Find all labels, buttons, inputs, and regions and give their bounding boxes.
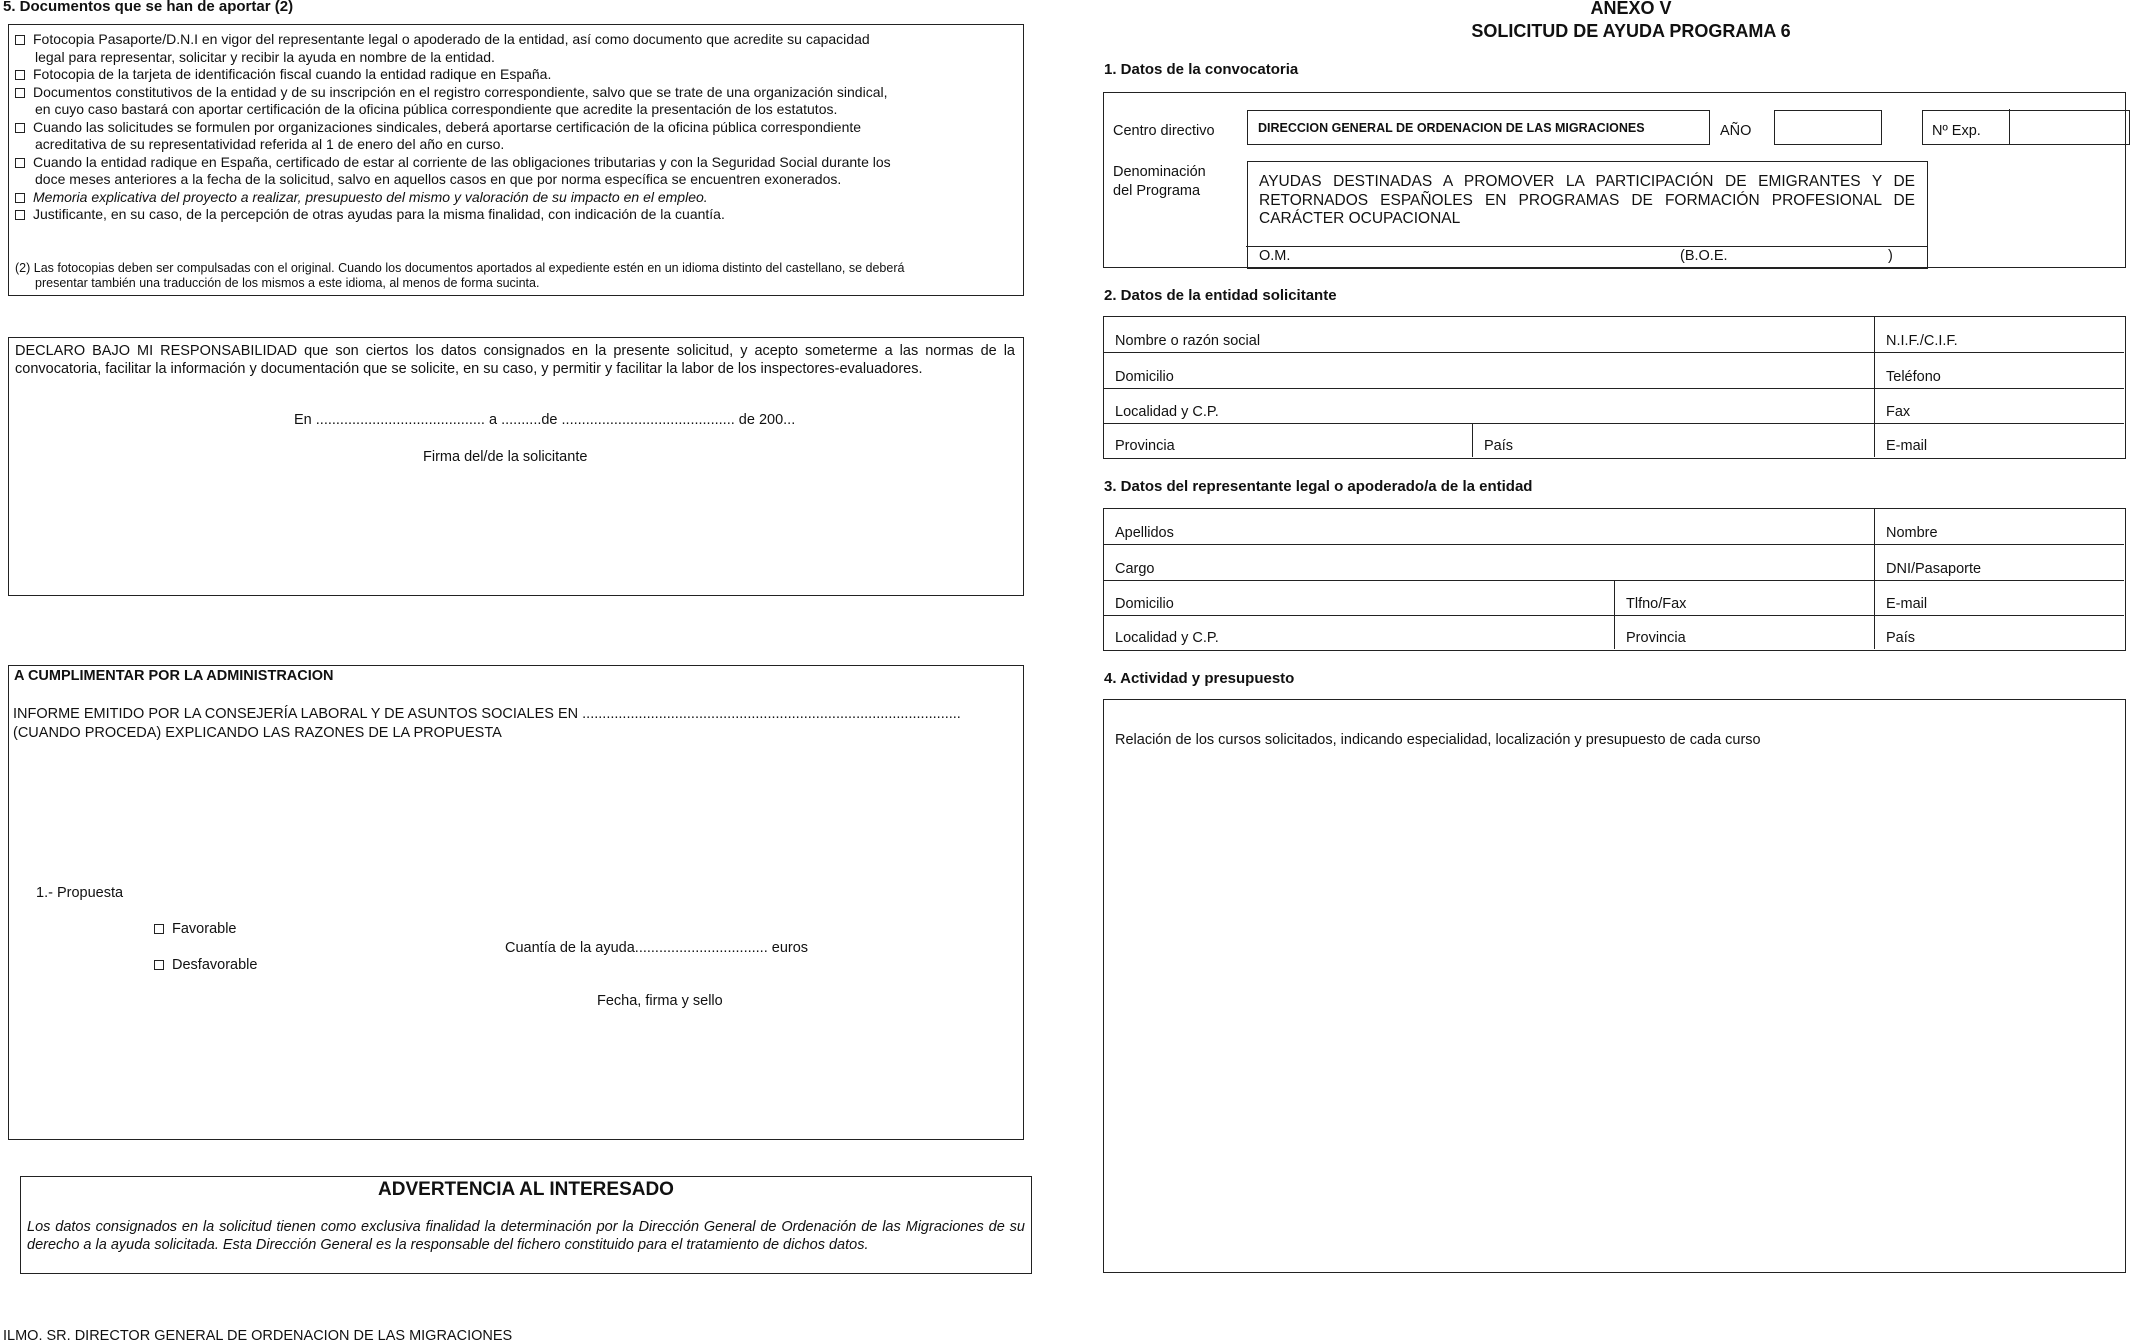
report-line-2: (CUANDO PROCEDA) EXPLICANDO LAS RAZONES DE LA PROPUESTA — [13, 725, 502, 741]
om-label: O.M. — [1259, 248, 1291, 264]
actividad-box[interactable] — [1103, 699, 2126, 1273]
year-label: AÑO — [1720, 123, 1752, 139]
documents-section-title: 5. Documentos que se han de aportar (2) — [3, 0, 294, 15]
checkbox[interactable] — [15, 70, 25, 80]
field-label: N.I.F./C.I.F. — [1886, 333, 1958, 349]
warning-box — [20, 1176, 1032, 1274]
desfavorable-option[interactable]: Desfavorable — [154, 957, 257, 973]
checkbox[interactable] — [15, 158, 25, 168]
domicilio-field[interactable] — [1104, 353, 1875, 389]
pais-field[interactable] — [1473, 424, 1875, 457]
declaration-box — [8, 337, 1024, 596]
provincia-rep-field[interactable] — [1615, 616, 1875, 649]
administration-box — [8, 665, 1024, 1140]
field-label: Nombre — [1886, 525, 1938, 541]
proposal-label: 1.- Propuesta — [36, 885, 124, 901]
domicilio-rep-field[interactable] — [1104, 581, 1615, 616]
annex-title: ANEXO V — [1590, 0, 1672, 18]
boe-close: ) — [1888, 248, 1893, 264]
field-label: Localidad y C.P. — [1115, 404, 1219, 420]
denominacion-label — [1113, 163, 1206, 201]
amount-line: Cuantía de la ayuda................................. euros — [505, 940, 809, 956]
dni-field[interactable] — [1875, 545, 2124, 581]
programa-field[interactable] — [1247, 161, 1928, 269]
doc-item-cont: acreditativa de su representatividad referida al 1 de enero del año en curso. — [35, 136, 505, 152]
checkbox[interactable] — [15, 88, 25, 98]
field-label: Cargo — [1115, 561, 1155, 577]
field-label: Nombre o razón social — [1115, 333, 1261, 349]
field-label: Domicilio — [1115, 596, 1174, 612]
field-label: DNI/Pasaporte — [1886, 561, 1982, 577]
field-label: País — [1886, 630, 1916, 646]
documents-list — [15, 31, 1013, 224]
pais-rep-field[interactable] — [1875, 616, 2124, 649]
footnote-line: (2) Las fotocopias deben ser compulsadas con el original. Cuando los documentos aportados al expediente estén en un idioma distinto del castellano, se deberá — [15, 261, 905, 275]
documents-footnote — [15, 261, 1013, 291]
nombre-field[interactable] — [1104, 317, 1875, 353]
field-label: Apellidos — [1115, 525, 1174, 541]
boe-label: (B.O.E. — [1680, 248, 1728, 264]
doc-item: Cuando las solicitudes se formulen por organizaciones sindicales, deberá aportarse certificación de la oficina pública correspondiente — [15, 119, 1013, 137]
report-line: INFORME EMITIDO POR LA CONSEJERÍA LABORAL Y DE ASUNTOS SOCIALES EN .............................................................................................. — [13, 706, 961, 722]
exp-label: Nº Exp. — [1932, 123, 1981, 139]
email-field[interactable] — [1875, 424, 2124, 457]
section-3-title: 3. Datos del representante legal o apoderado/a de la entidad — [1104, 478, 1533, 495]
documents-box — [8, 24, 1024, 296]
administration-title: A CUMPLIMENTAR POR LA ADMINISTRACION — [14, 668, 334, 684]
warning-title: ADVERTENCIA AL INTERESADO — [378, 1179, 674, 1200]
actividad-text: Relación de los cursos solicitados, indicando especialidad, localización y presupuesto de cada curso — [1115, 732, 1761, 748]
checkbox[interactable] — [15, 210, 25, 220]
nombre-rep-field[interactable] — [1875, 509, 2124, 545]
section-1-title: 1. Datos de la convocatoria — [1104, 61, 1299, 78]
localidad-rep-field[interactable] — [1104, 616, 1615, 649]
centro-label: Centro directivo — [1113, 123, 1215, 139]
field-label: Domicilio — [1115, 369, 1174, 385]
convocatoria-box — [1103, 92, 2126, 268]
cargo-field[interactable] — [1104, 545, 1875, 581]
field-label: E-mail — [1886, 438, 1928, 454]
year-field[interactable] — [1774, 110, 1882, 145]
addressee: ILMO. SR. DIRECTOR GENERAL DE ORDENACION DE LAS MIGRACIONES — [3, 1328, 513, 1344]
apellidos-field[interactable] — [1104, 509, 1875, 545]
doc-item: Fotocopia Pasaporte/D.N.I en vigor del representante legal o apoderado de la entidad, así como documento que acredite su capacidad — [15, 31, 1013, 49]
om-divider — [1246, 246, 1927, 247]
doc-item: Cuando la entidad radique en España, certificado de estar al corriente de las obligaciones tributarias y con la Seguridad Social durante los — [15, 154, 1013, 172]
checkbox[interactable] — [154, 960, 164, 970]
centro-field[interactable]: DIRECCION GENERAL DE ORDENACION DE LAS MIGRACIONES — [1247, 110, 1710, 145]
programa-text: AYUDAS DESTINADAS A PROMOVER LA PARTICIPACIÓN DE EMIGRANTES Y DE RETORNADOS ESPAÑOLES EN PROGRAMAS DE FORMACIÓN PROFESIONAL DE CARÁCTER OCUPACIONAL — [1259, 173, 1915, 227]
exp-divider — [2009, 109, 2010, 144]
doc-item: Justificante, en su caso, de la percepción de otras ayudas para la misma finalidad, con indicación de la cuantía. — [15, 206, 1013, 224]
email-rep-field[interactable] — [1875, 581, 2124, 616]
field-label: Provincia — [1626, 630, 1686, 646]
warning-text: Los datos consignados en la solicitud tienen como exclusiva finalidad la determinación por la Dirección General de Ordenación de las Migraciones de su derecho a la ayuda solicitada. Esta Dirección General es la responsable del fichero constituido para el tratamiento de dichos datos. — [27, 1219, 1025, 1253]
doc-item-cont: doce meses anteriores a la fecha de la solicitud, salvo en aquellos casos en que por norma específica se encuentren exonerados. — [35, 171, 842, 187]
field-label: Teléfono — [1886, 369, 1941, 385]
denominacion-label-line: del Programa — [1113, 183, 1201, 199]
denominacion-label-line: Denominación — [1113, 164, 1206, 180]
nif-field[interactable] — [1875, 317, 2124, 353]
representante-table — [1103, 508, 2126, 651]
entidad-table — [1103, 316, 2126, 459]
fax-field[interactable] — [1875, 389, 2124, 424]
date-sign-label: Fecha, firma y sello — [597, 993, 723, 1009]
doc-item: Documentos constitutivos de la entidad y de su inscripción en el registro correspondiente, salvo que se trate de una organización sindical, — [15, 84, 1013, 102]
doc-item-cont: legal para representar, solicitar y recibir la ayuda en nombre de la entidad. — [35, 48, 495, 65]
field-label: E-mail — [1886, 596, 1928, 612]
field-label: Tlfno/Fax — [1626, 596, 1687, 612]
form-title: SOLICITUD DE AYUDA PROGRAMA 6 — [1471, 21, 1791, 41]
telefono-field[interactable] — [1875, 353, 2124, 389]
favorable-option[interactable]: Favorable — [154, 921, 236, 937]
field-label: Fax — [1886, 404, 1911, 420]
declaration-text: DECLARO BAJO MI RESPONSABILIDAD que son ciertos los datos consignados en la presente solicitud, y acepto someterme a las normas de la convocatoria, facilitar la información y documentación que se solicite, en su caso, y permitir y facilitar la labor de los inspectores-evaluadores. — [15, 343, 1015, 377]
provincia-field[interactable] — [1104, 424, 1473, 457]
checkbox[interactable] — [154, 924, 164, 934]
doc-item: Fotocopia de la tarjeta de identificación fiscal cuando la entidad radique en España. — [15, 66, 1013, 84]
field-label: Localidad y C.P. — [1115, 630, 1219, 646]
checkbox[interactable] — [15, 193, 25, 203]
localidad-field[interactable] — [1104, 389, 1875, 424]
place-date-line: En .......................................... a ..........de ........................................... de 200... — [294, 412, 796, 428]
doc-item: Memoria explicativa del proyecto a realizar, presupuesto del mismo y valoración de su impacto en el empleo. — [15, 189, 1013, 207]
signature-label: Firma del/de la solicitante — [423, 449, 588, 465]
field-label: Provincia — [1115, 438, 1175, 454]
section-4-title: 4. Actividad y presupuesto — [1104, 670, 1295, 687]
footnote-line: presentar también una traducción de los mismos a este idioma, al menos de forma sucinta. — [35, 276, 540, 290]
checkbox[interactable] — [15, 35, 25, 45]
tlf-field[interactable] — [1615, 581, 1875, 616]
section-2-title: 2. Datos de la entidad solicitante — [1104, 287, 1337, 304]
field-label: País — [1484, 438, 1514, 454]
exp-field-wrapper — [1922, 110, 2130, 145]
doc-item-cont: en cuyo caso bastará con aportar certificación de la oficina pública correspondiente que acredite la presentación de los estatutos. — [35, 101, 838, 117]
checkbox[interactable] — [15, 123, 25, 133]
